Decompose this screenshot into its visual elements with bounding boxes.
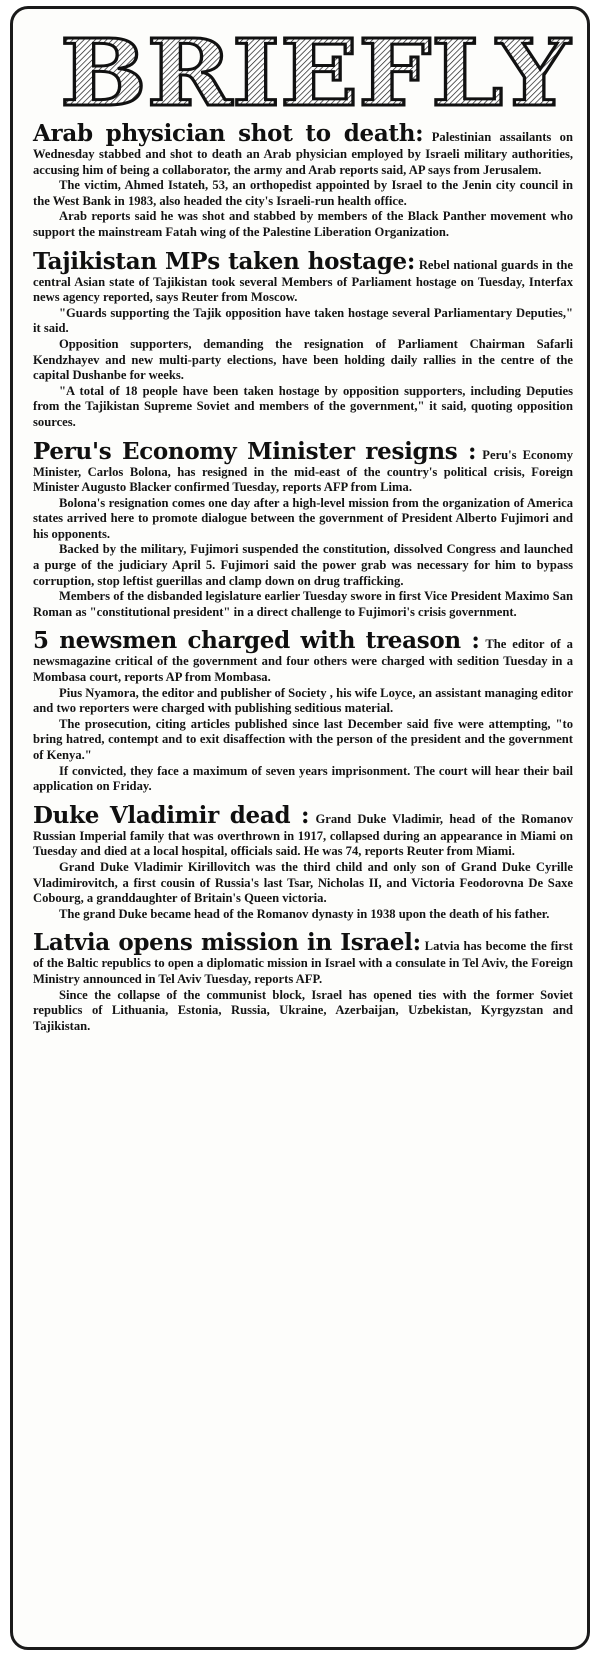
story-lead: Peru's Economy Minister, Carlos Bolona, has resigned in the mid-east of the country's political crisis, Foreign Minister Augusto Blacker confirmed Tuesday, reports AFP from Lima. — [33, 447, 573, 495]
story-headline: Tajikistan MPs taken hostage: — [33, 247, 416, 275]
story-headline: Latvia opens mission in Israel: — [33, 929, 421, 957]
masthead-title: BRIEFLY — [60, 23, 572, 115]
story-lead: Rebel national guards in the central Asian state of Tajikistan took several Members of Parliament hostage on Tuesday, Interfax news agency reported, says Reuter from Moscow. — [33, 257, 573, 305]
story-headline: Duke Vladimir dead : — [33, 801, 310, 829]
story-paragraph: The victim, Ahmed Istateh, 53, an orthopedist appointed by Israel to the Jenin city council in the West Bank in 1983, also headed the city's Israeli-run health office. — [33, 178, 573, 208]
story-paragraph: Backed by the military, Fujimori suspended the constitution, dissolved Congress and launched a purge of the judiciary April 5. Fujimori said the power grab was necessary for him to bypass corruption, stop leftist guerillas and clamp down on drug trafficking. — [33, 542, 573, 588]
story-kenya-newsmen — [33, 628, 573, 794]
story-paragraph: Pius Nyamora, the editor and publisher of Society , his wife Loyce, an assistant managing editor and two reporters were charged with publishing seditious material. — [33, 685, 573, 716]
story-paragraph: The grand Duke became head of the Romanov dynasty in 1938 upon the death of his father. — [59, 906, 550, 921]
story-lead-paragraph — [33, 628, 573, 685]
story-headline: Peru's Economy Minister resigns : — [33, 437, 477, 465]
story-arab-physician — [33, 121, 573, 241]
story-paragraph: Since the collapse of the communist block, Israel has opened ties with the former Soviet republics of Lithuania, Estonia, Russia, Ukraine, Azerbaijan, Uzbekistan, Kyrgyzstan and Tajikistan. — [33, 987, 573, 1033]
story-duke-vladimir — [33, 803, 573, 923]
story-paragraph: Grand Duke Vladimir Kirillovitch was the third child and only son of Grand Duke Cyrille Vladimirovitch, a first cousin of Russia's last Tsar, Nicholas II, and Victoria Feodorovna De Saxe Cobourg, a granddaughter of Britain's Queen victoria. — [33, 859, 573, 906]
story-paragraph: Opposition supporters, demanding the resignation of Parliament Chairman Safarli Kendzhayev and new multi-party elections, have been holding daily rallies in the centre of the capital Dushanbe for weeks. — [33, 336, 573, 383]
story-headline: 5 newsmen charged with treason : — [33, 627, 480, 655]
stories-list — [33, 121, 573, 1034]
story-tajikistan-hostages — [33, 249, 573, 431]
story-peru-minister — [33, 439, 573, 621]
story-paragraph: Arab reports said he was shot and stabbed by members of the Black Panther movement who support the mainstream Fatah wing of the Palestine Liberation Organization. — [33, 209, 573, 239]
story-paragraph: Bolona's resignation comes one day after a high-level mission from the organization of America states arrived here to promote dialogue between the government of President Alberto Fujimori and his opponents. — [33, 495, 573, 541]
story-lead: Grand Duke Vladimir, head of the Romanov Russian Imperial family that was overthrown in 1917, collapsed during an appearance in Miami on Tuesday and died at a local hospital, officials said. He was 74, reports Reuter from Miami. — [33, 811, 573, 859]
story-paragraph: The prosecution, citing articles published since last December said five were attempting, "to bring hatred, contempt and to exit disaffection with the person of the president and the government of Kenya." — [33, 716, 573, 762]
story-lead-paragraph — [33, 803, 573, 860]
story-paragraph: "A total of 18 people have been taken hostage by opposition supporters, including Deputies from the Tajikistan Supreme Soviet and members of the government," it said, quoting opposition sources. — [33, 383, 573, 429]
story-lead-paragraph — [33, 249, 573, 306]
story-headline: Arab physician shot to death: — [33, 120, 424, 147]
story-lead-paragraph — [33, 930, 573, 987]
story-paragraph: "Guards supporting the Tajik opposition have taken hostage several Parliamentary Deputies," it said. — [33, 305, 573, 336]
story-lead: The editor of a newsmagazine critical of the government and four others were charged with sedition Tuesday in a Mombasa court, reports AP from Mombasa. — [33, 637, 573, 685]
briefly-masthead — [55, 23, 575, 115]
story-paragraph: Members of the disbanded legislature earlier Tuesday swore in first Vice President Maximo San Roman as "constitutional president" in a direct challenge to Fujimori's crisis government. — [33, 589, 573, 619]
story-lead-paragraph — [33, 121, 573, 178]
briefly-column — [10, 6, 590, 1650]
story-lead: Palestinian assailants on Wednesday stabbed and shot to death an Arab physician employed by Israeli military authorities, accusing him of being a collaborator, the army and Arab reports said, AP says from Jerusalem. — [33, 130, 573, 177]
story-lead-paragraph — [33, 439, 573, 496]
story-paragraph: If convicted, they face a maximum of seven years imprisonment. The court will hear their bail application on Friday. — [33, 763, 573, 794]
story-lead: Latvia has become the first of the Baltic republics to open a diplomatic mission in Israel with a consulate in Tel Aviv, the Foreign Ministry announced in Tel Aviv Tuesday, reports AFP. — [33, 939, 573, 986]
story-latvia-mission — [33, 930, 573, 1034]
